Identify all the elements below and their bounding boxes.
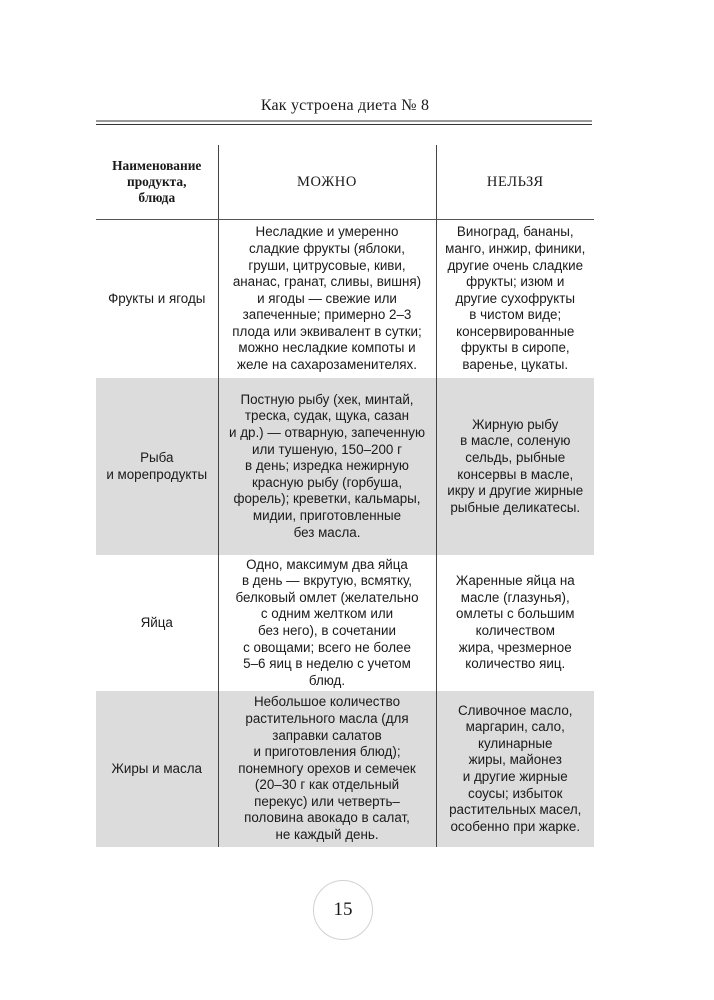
table-header-row [96, 145, 594, 220]
row-name-cell: Яйца [140, 614, 173, 630]
column-header-forbidden: НЕЛЬЗЯ [436, 145, 594, 220]
wavy-divider [96, 118, 594, 128]
page-number: 15 [333, 899, 353, 920]
row-allowed-cell: Постную рыбу (хек, минтай, треска, судак, щука, сазан и др.) — отварную, запеченную или тушеную, 150–200 г в день; изредка нежирную красную рыбу (горбуша, форель); креветки, кальмары, мидии, приготовленные без масла. [218, 378, 436, 555]
table-row [96, 378, 594, 555]
row-allowed-cell: Одно, максимум два яйца в день — вкрутую, всмятку, белковый омлет (желательно с одним желтком или без него), в сочетании с овощами; всего не более 5–6 яиц в неделю с учетом блюд. [218, 555, 436, 691]
row-name-cell: Фрукты и ягоды [108, 290, 206, 306]
row-forbidden-cell: Жирную рыбу в масле, соленую сельдь, рыбные консервы в масле, икру и другие жирные рыбные деликатесы. [436, 378, 594, 555]
row-forbidden-cell: Виноград, бананы, манго, инжир, финики, другие очень сладкие фрукты; изюм и другие сухофрукты в чистом виде; консервированные фрукты в сиропе, варенье, цукаты. [445, 224, 586, 373]
table-row [96, 220, 594, 379]
row-allowed-cell: Небольшое количество растительного масла (для заправки салатов и приготовления блюд); понемногу орехов и семечек (20–30 г как отдельный перекус) или четверть– половина авокадо в салат, не каждый день. [218, 691, 436, 847]
table-row [96, 555, 594, 691]
row-name-cell: Жиры и масла [96, 691, 218, 847]
table-row [96, 691, 594, 847]
column-header-allowed: МОЖНО [218, 145, 436, 220]
running-header: Как устроена диета № 8 [260, 97, 430, 114]
page-number-badge [313, 880, 373, 940]
row-allowed-cell: Несладкие и умеренно сладкие фрукты (яблоки, груши, цитрусовые, киви, ананас, гранат, сливы, вишня) и ягоды — свежие или запеченные; примерно 2–3 плода или эквивалент в сутки; можно несладкие компоты и желе на сахарозаменителях. [218, 220, 436, 379]
row-name-cell: Рыба и морепродукты [96, 378, 218, 555]
column-header-name: Наименование продукта, блюда [96, 145, 218, 220]
row-forbidden-cell: Сливочное масло, маргарин, сало, кулинарные жиры, майонез и другие жирные соусы; избыток растительных масел, особенно при жарке. [436, 691, 594, 847]
diet-table [96, 145, 594, 847]
row-forbidden-cell: Жаренные яйца на масле (глазунья), омлеты с большим количеством жира, чрезмерное количество яиц. [455, 573, 575, 672]
